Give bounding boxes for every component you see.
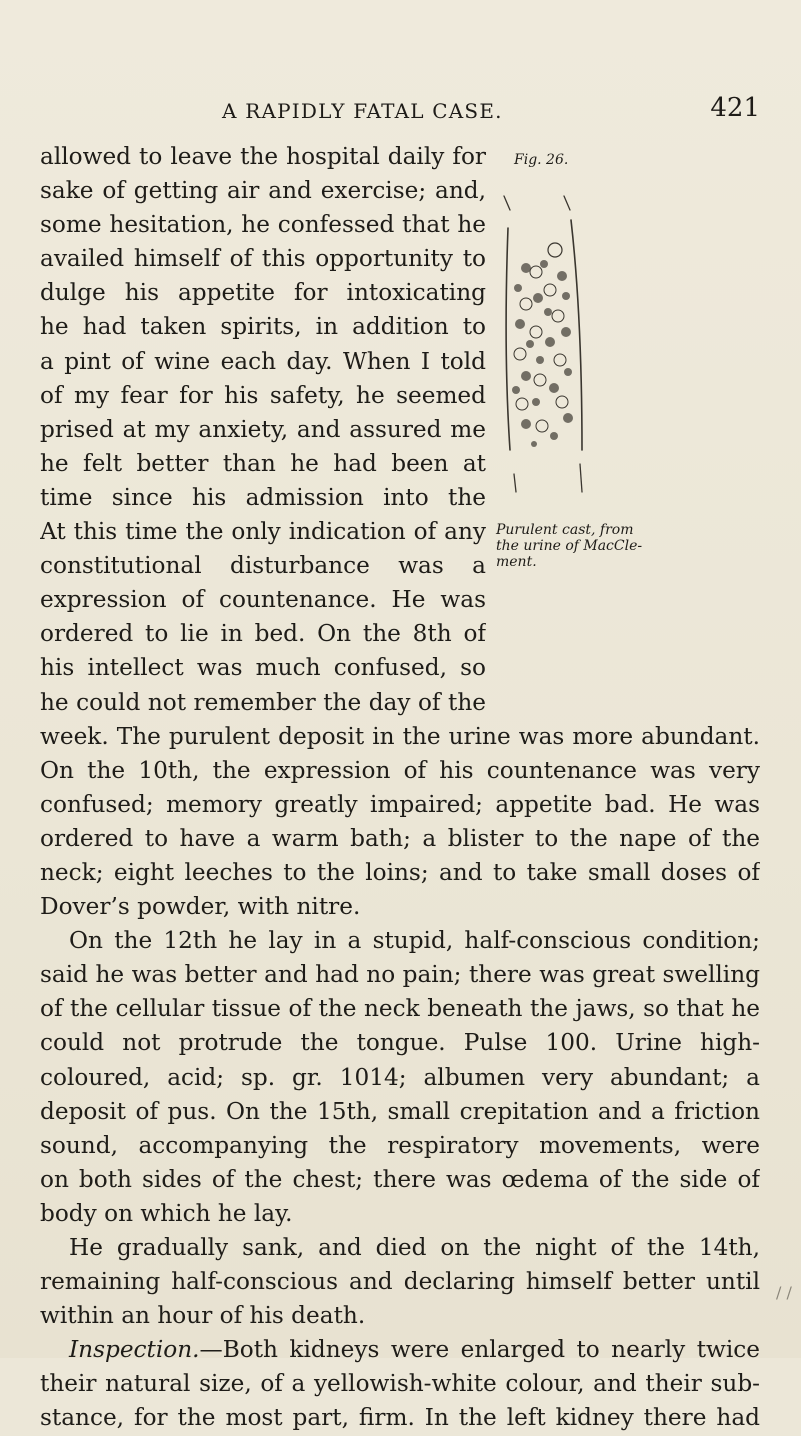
text-line: On the 10th, the expression of his countenance was very (40, 756, 760, 784)
text-line: expression of countenance. He was (40, 586, 486, 614)
inspection-text: —Both kidneys were enlarged to nearly twice (199, 1336, 760, 1364)
caption-line: Purulent cast, from (496, 522, 634, 538)
text-line: time since his admission into the (40, 483, 486, 511)
text-line: He gradually sank, and died on the night of the 14th, (69, 1234, 760, 1261)
text-line: prised at my anxiety, and assured me (40, 415, 486, 443)
text-line: constitutional disturbance was a (40, 552, 486, 580)
purulent-cast-illustration (496, 192, 696, 522)
text-line: he felt better than he had been at (40, 449, 486, 477)
text-line: some hesitation, he confessed that he (40, 211, 486, 239)
inspection-heading: Inspection. (69, 1336, 200, 1364)
figure-label: Fig. 26. (514, 152, 569, 168)
text-line: On the 12th he lay in a stupid, half-conscious condition; (69, 927, 760, 955)
running-head: A RAPIDLY FATAL CASE. (222, 99, 503, 123)
caption-line: ment. (496, 554, 537, 570)
text-line: neck; eight leeches to the loins; and to take small doses of (40, 858, 760, 886)
text-line: Dover’s powder, with nitre. (40, 893, 361, 921)
page-number: 421 (710, 93, 760, 123)
text-line: allowed to leave the hospital daily for (40, 143, 486, 170)
figure-26 (496, 152, 786, 672)
text-line: sake of getting air and exercise; and, (40, 177, 486, 205)
text-line: week. The purulent deposit in the urine was more abundant. (40, 722, 760, 750)
text-line: ordered to have a warm bath; a blister to the nape of the (40, 824, 760, 852)
text-line: body on which he lay. (40, 1199, 293, 1227)
text-line: remaining half-conscious and declaring himself better until (40, 1268, 760, 1296)
text-line: stance, for the most part, firm. In the left kidney there had (40, 1404, 760, 1432)
text-line: sound, accompanying the respiratory movements, were (40, 1131, 760, 1159)
text-line: availed himself of this opportunity to (40, 245, 486, 273)
text-line: a pint of wine each day. When I told (40, 347, 486, 375)
text-line: he could not remember the day of the (40, 688, 486, 716)
text-line: their natural size, of a yellowish-white colour, and their sub- (40, 1370, 760, 1398)
text-line (40, 1333, 760, 1367)
text-line: of the cellular tissue of the neck beneath the jaws, so that he (40, 995, 760, 1023)
text-line: on both sides of the chest; there was œdema of the side of (40, 1165, 760, 1193)
caption-line: the urine of MacCle- (496, 538, 643, 554)
text-line: said he was better and had no pain; there was great swelling (40, 961, 760, 989)
text-line: deposit of pus. On the 15th, small crepitation and a friction (40, 1097, 760, 1125)
text-line: At this time the only indication of any (40, 518, 486, 546)
text-line: dulge his appetite for intoxicating (40, 279, 486, 307)
text-line: coloured, acid; sp. gr. 1014; albumen very abundant; a (40, 1063, 760, 1091)
text-line: confused; memory greatly impaired; appetite bad. He was (40, 790, 760, 818)
figure-caption (496, 522, 766, 570)
text-line: ordered to lie in bed. On the 8th of (40, 620, 486, 648)
text-line: could not protrude the tongue. Pulse 100. Urine high- (40, 1029, 760, 1057)
text-line: his intellect was much confused, so (40, 654, 486, 682)
page-header (40, 93, 760, 133)
margin-mark: / / (776, 1283, 792, 1302)
text-line: within an hour of his death. (40, 1302, 366, 1330)
text-line: he had taken spirits, in addition to (40, 313, 486, 341)
text-line: of my fear for his safety, he seemed (40, 381, 486, 409)
